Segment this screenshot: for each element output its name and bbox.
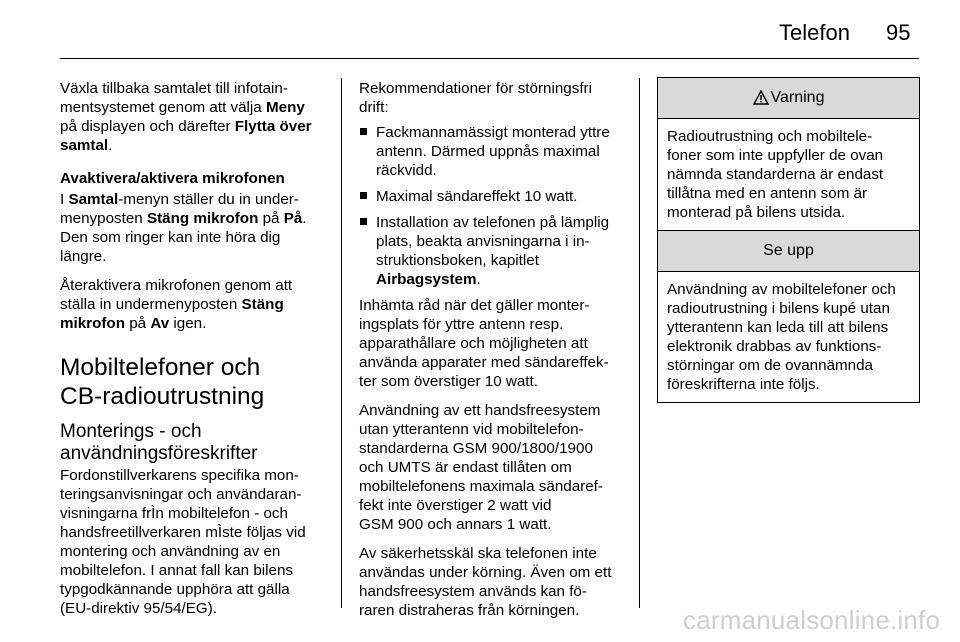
section-heading: Mobiltelefoner och CB-radioutrustning [60, 354, 265, 410]
page-number: 95 [886, 20, 911, 45]
bullet-square-icon [360, 128, 367, 135]
bullet-square-icon [360, 192, 367, 199]
page-header-title: Telefon [779, 20, 850, 45]
watermark: carmanualsonline.info [683, 605, 941, 635]
paragraph-switch-call: Växla tillbaka samtalet till infotain- mentsystemet genom att välja Meny på displayen och därefter Flytta över samtal. [60, 80, 312, 154]
subheading-microphone: Avaktivera/aktivera mikrofonen [60, 170, 285, 187]
caution-box-body: Användning av mobiltelefoner och radioutrustning i bilens kupé utan ytterantenn kan leda till att bilens elektronik drabbas av funktions- störningar om de ovannämnda föreskrifterna inte följs. [667, 281, 896, 393]
warning-box [657, 77, 920, 231]
warning-box-header [658, 78, 919, 119]
paragraph-mute-microphone: I Samtal-menyn ställer du in under- menyposten Stäng mikrofon på På. Den som ringer kan inte höra dig längre. [60, 191, 307, 265]
column-left [60, 79, 332, 628]
warning-triangle-icon [753, 90, 769, 107]
caution-box [657, 230, 920, 403]
column-middle [359, 79, 631, 630]
list-item: Maximal sändareffekt 10 watt. [359, 187, 631, 206]
subsection-heading: Monterings - och användningsföreskrifter [60, 421, 258, 464]
caution-box-title: Se upp [763, 242, 814, 259]
paragraph-handsfree-usage: Användning av ett handsfreesystem utan ytterantenn vid mobiltelefon- standarderna GSM 900/1800/1900 och UMTS är endast tillåten om mobiltelefonens maximala sändaref- fekt inte överstiger 2 watt vid GSM 900 och annars 1 watt. [359, 402, 603, 533]
header-rule [60, 58, 919, 59]
paragraph-recommendations-intro: Rekommendationer för störningsfri drift: [359, 80, 592, 116]
column-divider-left [341, 78, 342, 608]
paragraph-reactivate-microphone: Återaktivera mikrofonen genom att ställa in undermenyposten Stäng mikrofon på Av igen. [60, 277, 293, 332]
paragraph-installation-instructions: Fordonstillverkarens specifika mon- teringsanvisningar och användaran- visningarna frÌn mobiltelefon - och handsfreetillverkaren mÌste följas vid montering och användning av en mobiltelefon. I annat fall kan bilens typgodkännande upphöra att gälla (EU-direktiv 95/54/EG). [60, 467, 306, 617]
list-item: Installation av telefonen på lämplig plats, beakta anvisningarna i in- struktionsboken, kapitlet Airbagsystem. [359, 213, 631, 289]
column-divider-right [639, 78, 640, 608]
list-item: Fackmannamässigt monterad yttre antenn. Därmed uppnås maximal räckvidd. [359, 123, 631, 180]
paragraph-safety: Av säkerhetsskäl ska telefonen inte användas under körning. Även om ett handsfreesystem används kan fö- raren distraheras från körningen. [359, 545, 612, 619]
bullet-square-icon [360, 218, 367, 225]
warning-box-body: Radioutrustning och mobiltele- foner som inte uppfyller de ovan nämnda standarderna är endast tillåtna med en antenn som är monterad på bilens utsida. [667, 128, 884, 221]
caution-box-header [658, 231, 919, 272]
warning-box-title: Varning [770, 89, 825, 106]
paragraph-antenn-advice: Inhämta råd när det gäller monter- ingsplats för yttre antenn resp. apparathållare och möjligheten att använda apparater med sändareffek- ter som överstiger 10 watt. [359, 297, 609, 390]
